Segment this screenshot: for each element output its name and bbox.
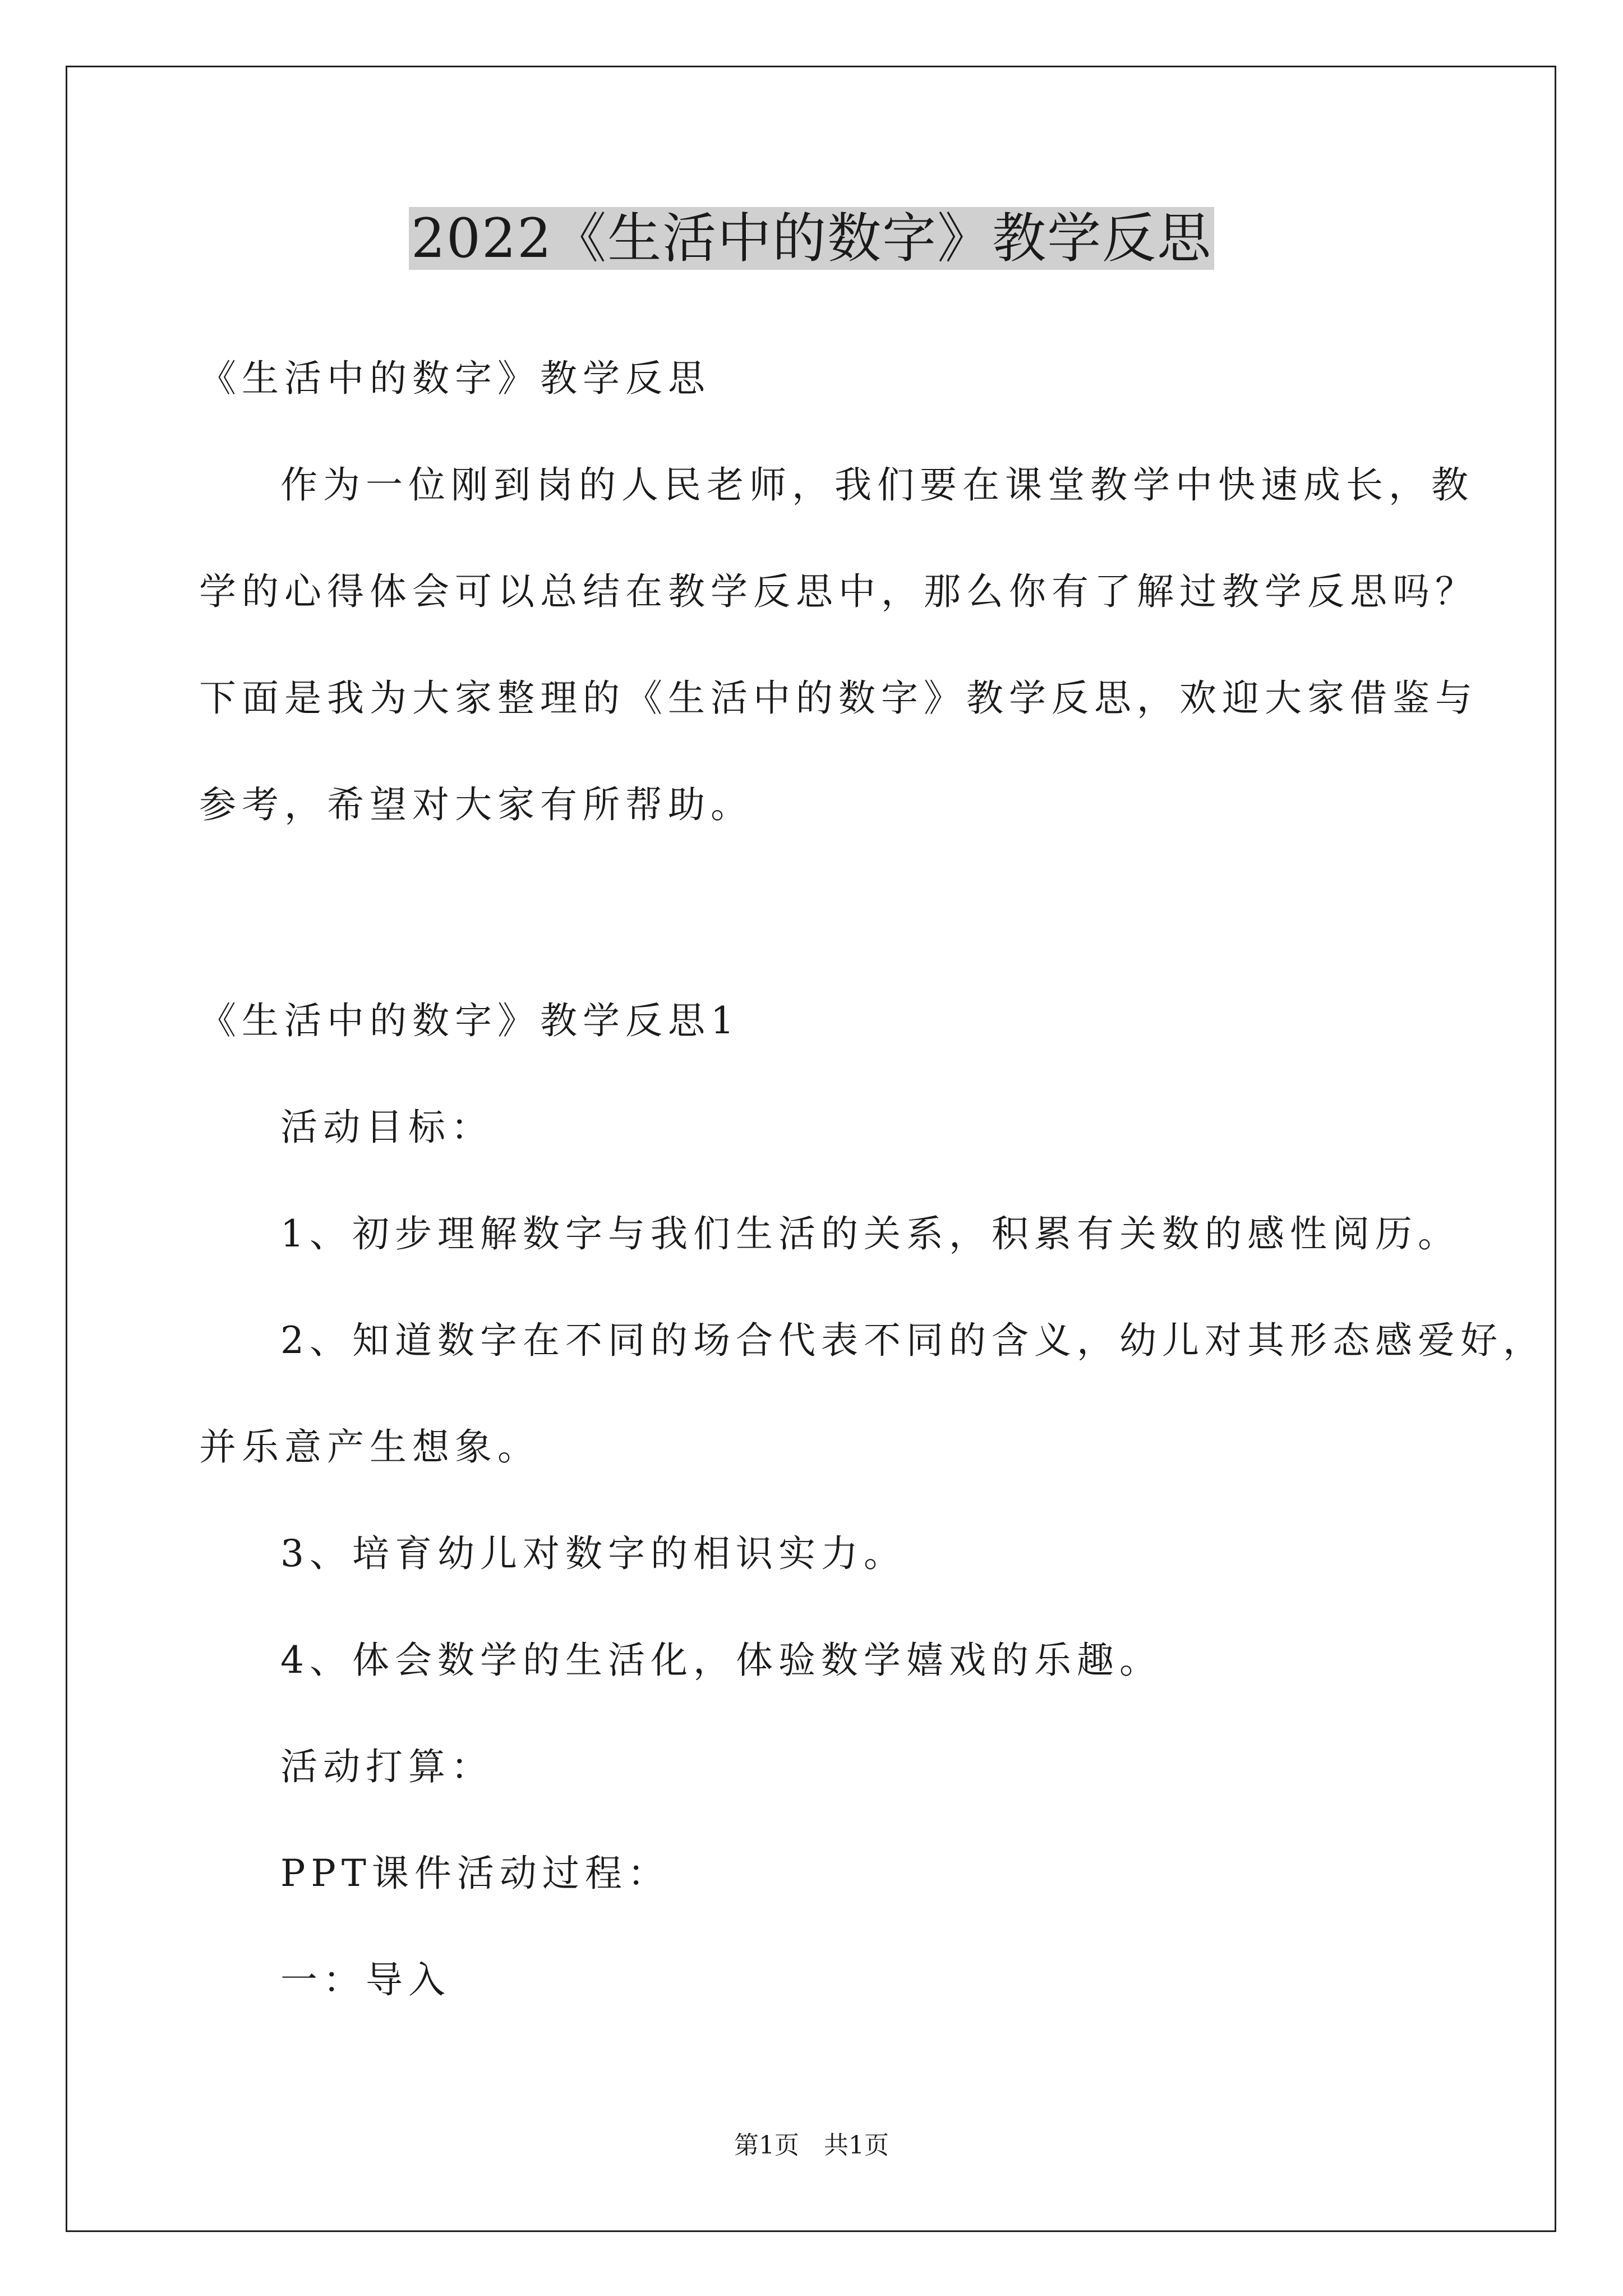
- paragraph-line: 作为一位刚到岗的人民老师，我们要在课堂教学中快速成长，教: [280, 463, 1474, 507]
- paragraph-line: 参考，希望对大家有所帮助。: [199, 783, 753, 826]
- section-heading: 《生活中的数字》教学反思: [199, 357, 711, 400]
- document-title: [0, 199, 1623, 278]
- paragraph-line: 一：导入: [280, 1958, 451, 2001]
- paragraph-line: PPT课件活动过程：: [280, 1852, 670, 1895]
- paragraph-line: 学的心得体会可以总结在教学反思中，那么你有了解过教学反思吗？: [199, 570, 1478, 613]
- paragraph-line: 下面是我为大家整理的《生活中的数字》教学反思，欢迎大家借鉴与: [199, 677, 1478, 720]
- list-item: 4、体会数学的生活化，体验数学嬉戏的乐趣。: [280, 1639, 1162, 1682]
- list-item: 1、初步理解数字与我们生活的关系，积累有关数的感性阅历。: [280, 1212, 1460, 1255]
- list-item: 2、知道数字在不同的场合代表不同的含义，幼儿对其形态感爱好，: [280, 1319, 1546, 1362]
- list-item: 3、培育幼儿对数字的相识实力。: [280, 1532, 906, 1575]
- section-heading: 《生活中的数字》教学反思1: [199, 999, 740, 1042]
- list-item-continued: 并乐意产生想象。: [199, 1425, 540, 1469]
- document-title-text: 2022《生活中的数字》教学反思: [409, 207, 1214, 270]
- page-footer: 第1页 共1页: [734, 2131, 889, 2160]
- paragraph-line: 活动打算：: [280, 1745, 494, 1788]
- paragraph-line: 活动目标：: [280, 1106, 494, 1149]
